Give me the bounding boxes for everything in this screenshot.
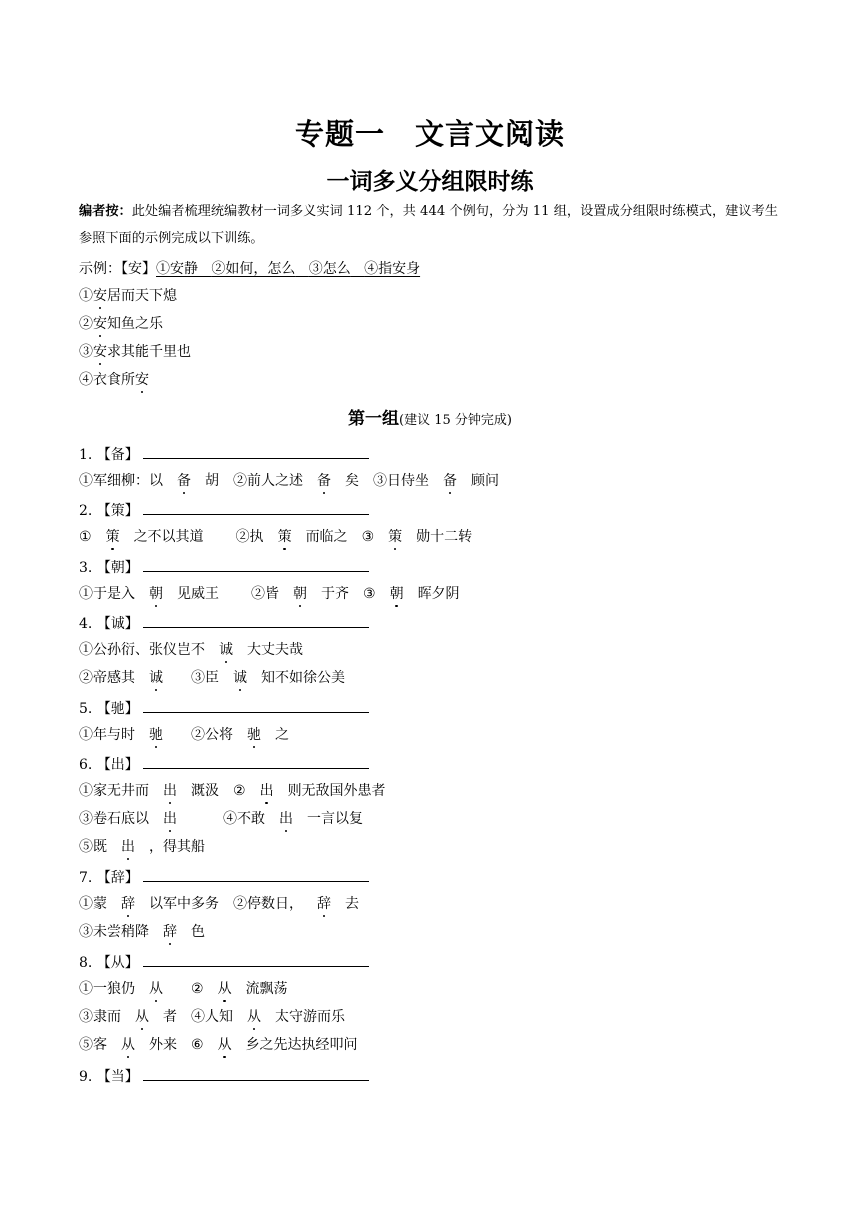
editor-note-text: 此处编者梳理统编教材一词多义实词 112 个，共 444 个例句，分为 11 组，设置成分组限时练模式，建议考生参照下面的示例完成以下训练。 [79, 204, 778, 246]
example-sentence: ⑥ 从 乡之先达执经叩问 [191, 1037, 358, 1053]
example-sentence: ③卷石底以 出 [79, 811, 177, 827]
example-line [79, 1034, 358, 1054]
example-line [79, 836, 205, 856]
target-word: 备 [317, 473, 331, 489]
target-word: 朝 [293, 586, 307, 602]
question-label: 3. 【朝】 [79, 560, 139, 576]
target-word: 从 [217, 981, 232, 997]
sample-meaning: ①安静 [156, 261, 198, 277]
target-word: 驰 [149, 727, 163, 743]
example-line [79, 583, 460, 603]
example-sentence: ②皆 朝 于齐 [251, 586, 349, 602]
sample-example: ③安求其能千里也 [79, 344, 191, 360]
question-heading [79, 444, 369, 464]
example-sentence: ②前人之述 备 矣 [233, 473, 359, 489]
example-sentence: ②帝感其 诚 [79, 670, 163, 686]
target-word: 朝 [149, 586, 163, 602]
example-sentence: ④人知 从 太守游而乐 [191, 1009, 345, 1025]
example-sentence: ①于是入 朝 见威王 [79, 586, 219, 602]
sample-meaning: ②如何，怎么 [211, 261, 296, 277]
editor-note-label: 编者按： [79, 204, 132, 219]
sample-example: ④衣食所安 [79, 372, 149, 388]
example-sentence: ③臣 诚 知不如徐公美 [191, 670, 345, 686]
example-sentence: ① 策 之不以其道 [79, 529, 204, 545]
target-word: 从 [247, 1009, 261, 1025]
sample-example: ①安居而天下熄 [79, 288, 177, 304]
example-sentence: ③日侍坐 备 顾问 [373, 473, 499, 489]
example-sentence: ①年与时 驰 [79, 727, 163, 743]
answer-blank[interactable] [143, 559, 369, 572]
target-word: 出 [121, 839, 135, 855]
example-sentence: ①家无井而 出 溉汲 [79, 783, 219, 799]
question-heading [79, 500, 369, 520]
example-sentence: ③未尝稍降 辞 色 [79, 924, 205, 940]
question-heading [79, 1066, 369, 1086]
sample-meanings [79, 258, 420, 278]
question-heading [79, 754, 369, 774]
question-heading [79, 698, 369, 718]
target-word: 辞 [317, 896, 331, 912]
answer-blank[interactable] [143, 869, 369, 882]
answer-blank[interactable] [143, 446, 369, 459]
example-line [79, 780, 386, 800]
example-line [79, 526, 472, 546]
example-sentence: ⑤既 出 ，得其船 [79, 839, 205, 855]
example-sentence: ④不敢 出 一言以复 [223, 811, 363, 827]
target-word: 诚 [149, 670, 163, 686]
example-line [79, 724, 289, 744]
sample-example: ②安知鱼之乐 [79, 316, 163, 332]
example-line [79, 978, 288, 998]
example-sentence: ⑤客 从 外来 [79, 1037, 177, 1053]
editor-note [79, 198, 789, 252]
example-sentence: ③ 朝 晖夕阴 [363, 586, 460, 602]
target-word: 策 [105, 529, 120, 545]
example-line [79, 639, 303, 659]
question-label: 9. 【当】 [79, 1069, 139, 1085]
target-word: 辞 [163, 924, 177, 940]
sample-label: 示例：【安】 [79, 261, 156, 277]
target-word: 驰 [247, 727, 261, 743]
title-part2: 文言文阅读 [415, 117, 566, 151]
sample-meaning: ④指安身 [364, 261, 421, 277]
title-part1: 专题一 [294, 117, 385, 151]
example-line [79, 667, 345, 687]
question-label: 8. 【从】 [79, 955, 139, 971]
answer-blank[interactable] [143, 1068, 369, 1081]
example-line [79, 808, 363, 828]
answer-blank[interactable] [143, 502, 369, 515]
answer-blank[interactable] [143, 756, 369, 769]
target-word: 备 [177, 473, 191, 489]
target-word: 诚 [219, 642, 233, 658]
example-line [79, 921, 205, 941]
answer-blank[interactable] [143, 700, 369, 713]
target-word: 从 [217, 1037, 232, 1053]
example-sentence: ② 出 则无敌国外患者 [233, 783, 386, 799]
example-line [79, 1006, 345, 1026]
target-word: 出 [163, 783, 177, 799]
group-name: 第一组 [348, 409, 400, 429]
target-word: 朝 [389, 586, 404, 602]
page-subtitle: 一词多义分组限时练 [326, 169, 534, 195]
group-hint: (建议 15 分钟完成) [399, 413, 512, 428]
target-word: 从 [121, 1037, 135, 1053]
target-word: 策 [277, 529, 292, 545]
question-heading [79, 952, 369, 972]
question-heading [79, 557, 369, 577]
question-label: 6. 【出】 [79, 757, 139, 773]
target-word: 出 [163, 811, 177, 827]
example-sentence: ①一狼仍 从 [79, 981, 163, 997]
question-label: 4. 【诚】 [79, 616, 139, 632]
question-label: 5. 【驰】 [79, 701, 139, 717]
target-word: 策 [388, 529, 403, 545]
example-line [79, 893, 359, 913]
example-sentence: ①蒙 辞 以军中多务 [79, 896, 219, 912]
sample-meaning: ③怎么 [308, 261, 351, 277]
example-sentence: ②停数日， 辞 去 [233, 896, 359, 912]
target-word: 从 [135, 1009, 149, 1025]
target-word: 从 [149, 981, 163, 997]
target-word: 出 [279, 811, 293, 827]
question-heading [79, 867, 369, 887]
answer-blank[interactable] [143, 615, 369, 628]
example-sentence: ①公孙衍、张仪岂不 诚 大丈夫哉 [79, 642, 303, 658]
example-line [79, 470, 499, 490]
example-sentence: ②公将 驰 之 [191, 727, 289, 743]
example-sentence: ② 从 流飘荡 [191, 981, 288, 997]
answer-blank[interactable] [143, 954, 369, 967]
target-word: 备 [443, 473, 457, 489]
target-word: 出 [259, 783, 274, 799]
question-label: 1. 【备】 [79, 447, 139, 463]
group-title [0, 404, 860, 429]
question-heading [79, 613, 369, 633]
question-label: 2. 【策】 [79, 503, 139, 519]
example-sentence: ②执 策 而临之 [235, 529, 348, 545]
example-sentence: ③隶而 从 者 [79, 1009, 177, 1025]
page-title [0, 112, 860, 153]
example-sentence: ③ 策 勋十二转 [361, 529, 473, 545]
target-word: 诚 [233, 670, 247, 686]
target-word: 辞 [121, 896, 135, 912]
question-label: 7. 【辞】 [79, 870, 139, 886]
example-sentence: ①军细柳：以 备 胡 [79, 473, 219, 489]
